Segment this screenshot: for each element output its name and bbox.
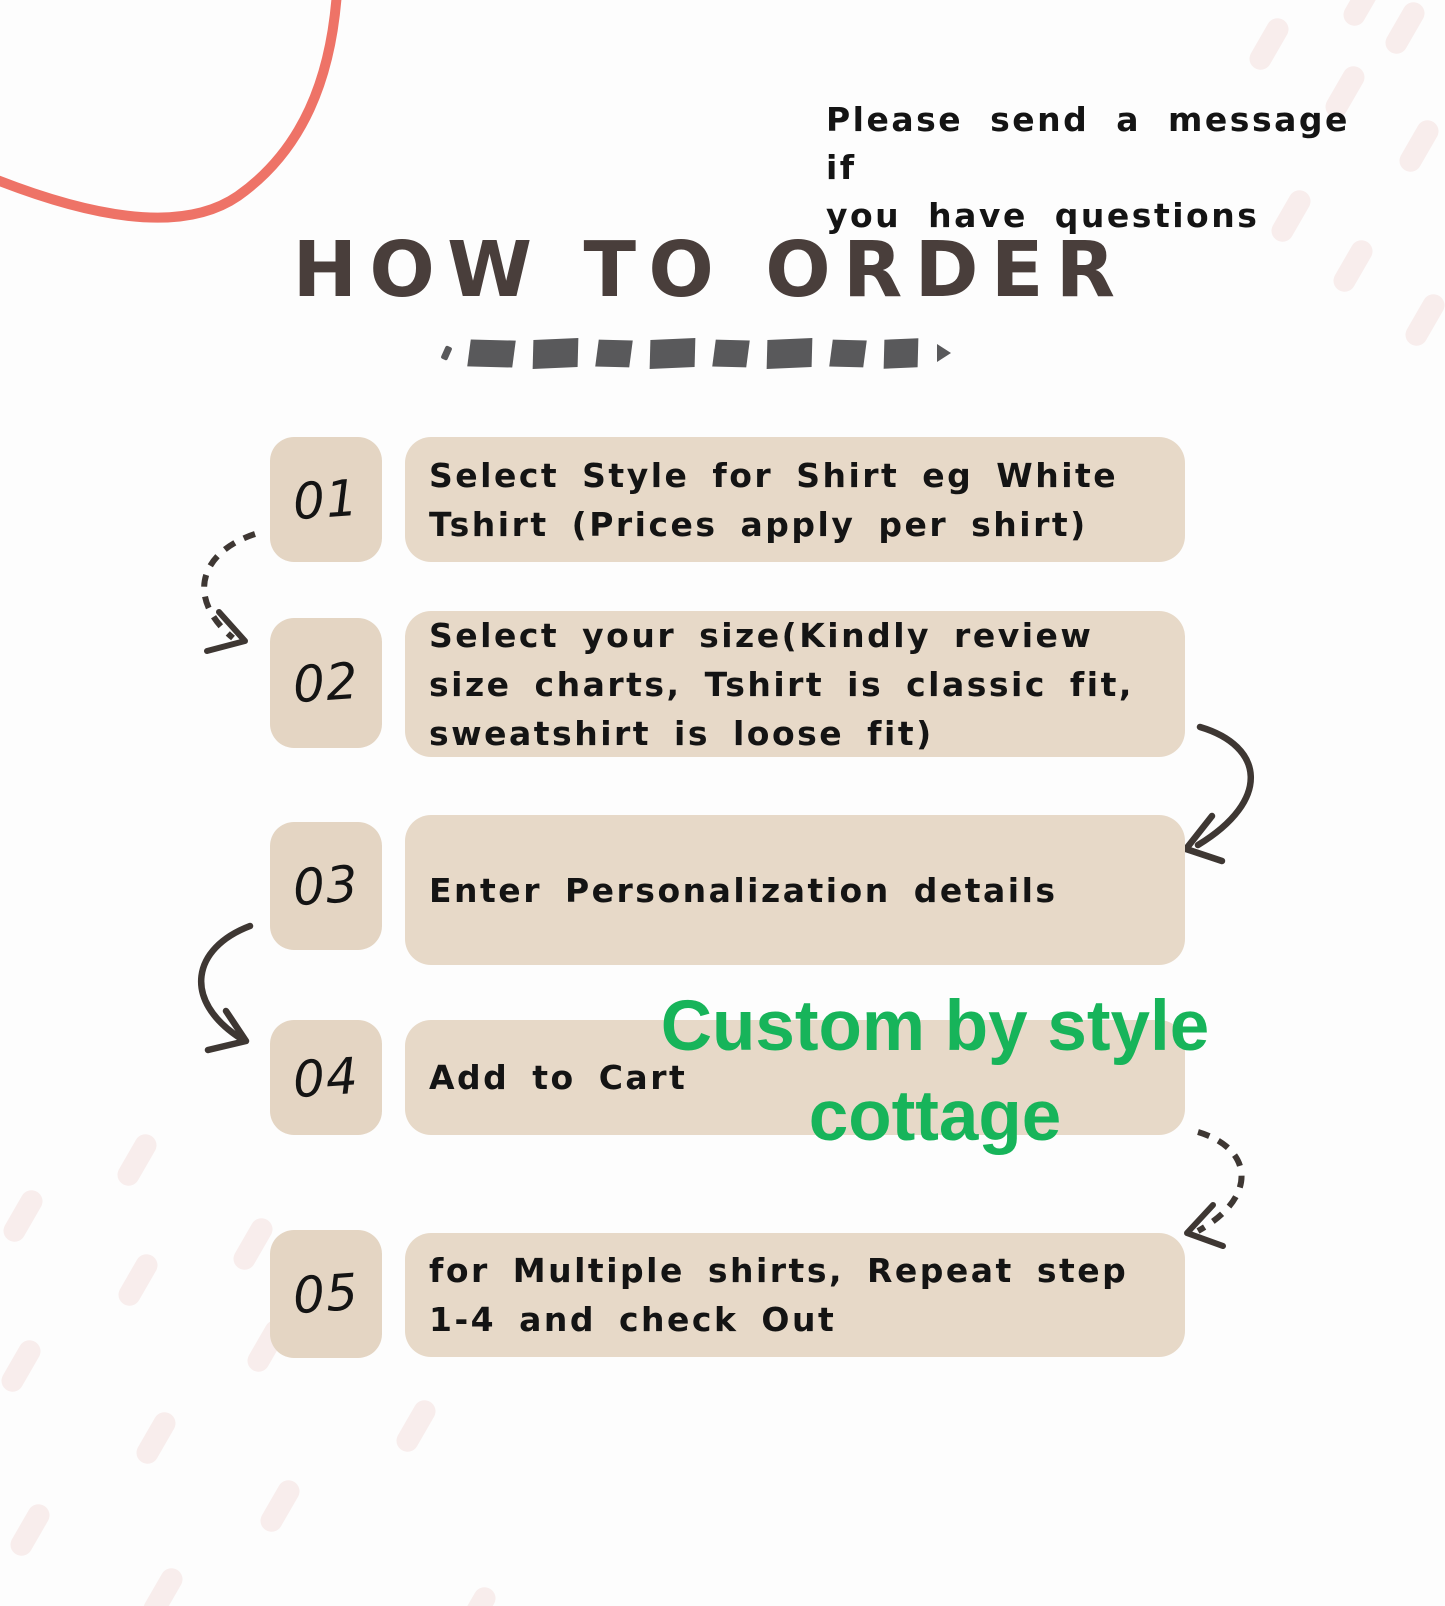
step-line: for Multiple shirts, Repeat step <box>429 1251 1129 1290</box>
watermark-text <box>635 982 1235 1162</box>
step-number-badge-03 <box>270 822 382 950</box>
pink-dash-decoration <box>0 1186 47 1245</box>
pink-dash-decoration <box>1245 14 1292 73</box>
step-number: 01 <box>291 468 361 531</box>
underline-tick <box>440 345 452 361</box>
step-line: 1-4 and check Out <box>429 1300 837 1339</box>
pink-dash-decoration <box>256 1476 303 1535</box>
step-line: size charts, Tshirt is classic fit, <box>429 664 1134 704</box>
pink-dash-decoration <box>1381 0 1428 58</box>
pink-dash-decoration <box>1395 116 1442 175</box>
step-line: Add to Cart <box>429 1058 688 1097</box>
pink-dash-decoration <box>0 1336 45 1395</box>
pink-dash-decoration <box>1339 0 1386 30</box>
pink-dash-decoration <box>392 1396 439 1455</box>
step-line: Enter Personalization details <box>429 870 1058 910</box>
step-textbox-03 <box>405 815 1185 965</box>
note-text <box>826 96 1386 240</box>
underline-arrowhead <box>937 344 951 362</box>
note-line: Please send a message if <box>826 100 1350 187</box>
pink-dash-decoration <box>6 1500 53 1559</box>
pink-dash-decoration <box>113 1130 160 1189</box>
step-number: 05 <box>291 1262 361 1326</box>
step-number-badge-01 <box>270 437 382 562</box>
step-number: 02 <box>291 651 361 715</box>
step-number-badge-05 <box>270 1230 382 1358</box>
step-textbox-01 <box>405 437 1185 562</box>
pink-dash-decoration <box>132 1408 179 1467</box>
watermark-line: cottage <box>808 1077 1062 1156</box>
step-number: 03 <box>291 854 361 918</box>
coral-curve-decoration <box>0 0 337 218</box>
pink-dash-decoration <box>1401 290 1445 349</box>
watermark-line: Custom by style <box>660 987 1210 1066</box>
dashed-underline-decoration <box>443 334 983 372</box>
pink-dash-decoration <box>452 1583 499 1606</box>
step-textbox-02 <box>405 611 1185 757</box>
pink-dash-decoration <box>139 1564 186 1606</box>
pink-dash-decoration <box>114 1250 161 1309</box>
step-textbox-05 <box>405 1233 1185 1357</box>
step-line: Select your size(Kindly review <box>429 615 1094 655</box>
solid-curved-arrow-icon <box>1186 727 1251 861</box>
page-title: HOW TO ORDER <box>292 226 1128 315</box>
solid-curved-arrow-icon <box>201 926 250 1050</box>
step-number: 04 <box>291 1046 361 1109</box>
step-line: sweatshirt is loose fit) <box>429 713 934 753</box>
step-number-badge-02 <box>270 618 382 748</box>
pink-dash-decoration <box>1329 236 1376 295</box>
step-line: Tshirt (Prices apply per shirt) <box>429 504 1088 544</box>
note-line: you have questions <box>826 196 1260 235</box>
dotted-curved-arrow-icon <box>204 534 255 651</box>
step-line: Select Style for Shirt eg White <box>429 455 1119 495</box>
step-number-badge-04 <box>270 1020 382 1135</box>
